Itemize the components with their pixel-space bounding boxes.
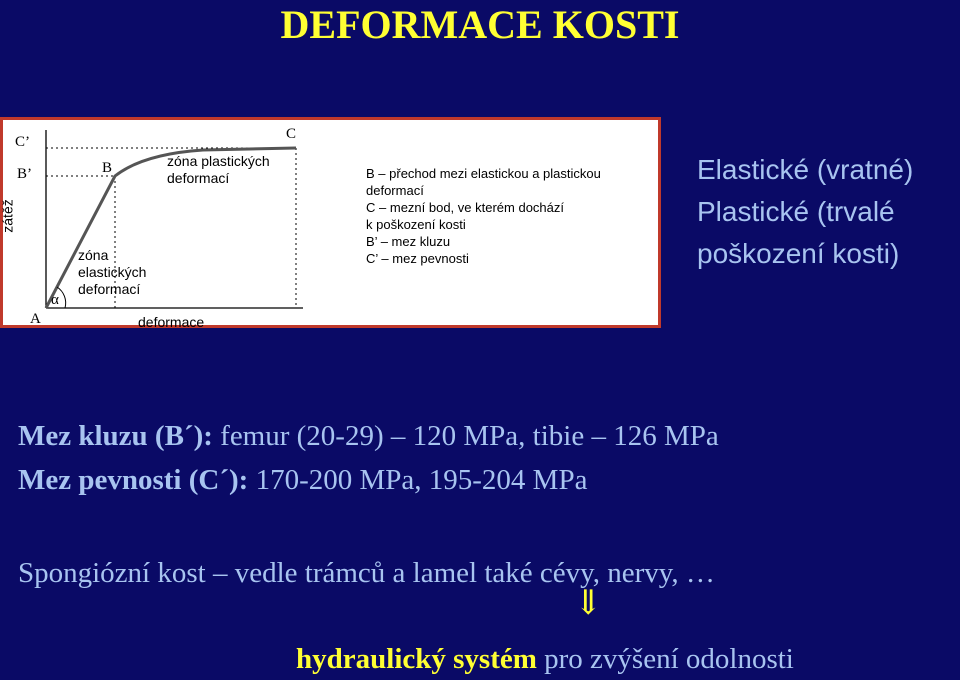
hydraulic-system-line [296,642,794,676]
legend-key: C [366,200,376,215]
plastic-text: Plastické (trvalé [697,196,895,227]
legend-text: mezní bod, ve kterém dochází [389,200,565,215]
elastic-zone-label-3: deformací [78,281,141,297]
spongy-bone-rest: vedle trámců a lamel také cévy, nervy, … [227,557,715,589]
y-axis-label: zátěž [0,199,16,233]
origin-a-label: A [30,311,41,327]
legend-line [366,183,424,199]
plastic-zone-label-2: deformací [167,170,230,186]
down-double-arrow-icon: ⇓ [574,585,603,622]
page-title: DEFORMACE KOSTI [280,2,680,47]
x-axis-label: deformace [138,314,205,330]
stress-strain-diagram [3,120,664,331]
legend-text: k poškození kosti [366,217,466,232]
legend-line: B’ – mez kluzu [366,234,451,249]
hydraulic-system-rest: pro zvýšení odolnosti [536,643,794,675]
elastic-zone-label-2: elastických [78,264,147,280]
strength-limit-line [18,463,587,497]
plastic-zone-label-1: zóna plastických [167,153,270,169]
legend-key: B’ [366,234,378,249]
stress-strain-figure [0,117,661,328]
elastic-text: Elastické (vratné) [697,154,914,185]
legend-text: mez kluzu [391,234,451,249]
legend-line: B – přechod mezi elastickou a plastickou [366,166,601,181]
femur-value: 120 MPa, tibie [405,420,592,452]
dash-icon: – [212,557,228,589]
b-prime-label: B’ [17,166,32,182]
yield-limit-label: Mez kluzu (B´): [18,420,213,452]
alpha-label: α [51,292,59,308]
legend-text: mez pevnosti [392,251,469,266]
legend-key: B [366,166,375,181]
dash-icon: – [591,420,606,452]
legend-line: C – mezní bod, ve kterém dochází [366,200,565,215]
damage-text: poškození kosti) [697,238,900,269]
elastic-zone-label-1: zóna [78,247,109,263]
point-c-label: C [286,126,297,142]
hydraulic-system-label: hydraulický systém [296,643,537,675]
yield-limit-line [18,419,719,453]
point-b-label: B [102,160,113,176]
legend-text: deformací [366,183,424,198]
legend-line [366,217,466,233]
legend-text: přechod mezi elastickou a plastickou [389,166,601,181]
strength-limit-label: Mez pevnosti (C´): [18,464,249,496]
femur-text: femur (20-29) [212,420,391,452]
spongy-bone-text: Spongiózní kost [18,557,213,589]
c-prime-label: C’ [15,134,30,150]
legend-key: C’ [366,251,378,266]
spongy-bone-line [18,556,715,590]
legend-line: C’ – mez pevnosti [366,251,469,266]
tibia-value: 126 MPa [605,420,719,452]
dash-icon: – [390,420,406,452]
strength-values: 170-200 MPa, 195-204 MPa [248,464,588,496]
